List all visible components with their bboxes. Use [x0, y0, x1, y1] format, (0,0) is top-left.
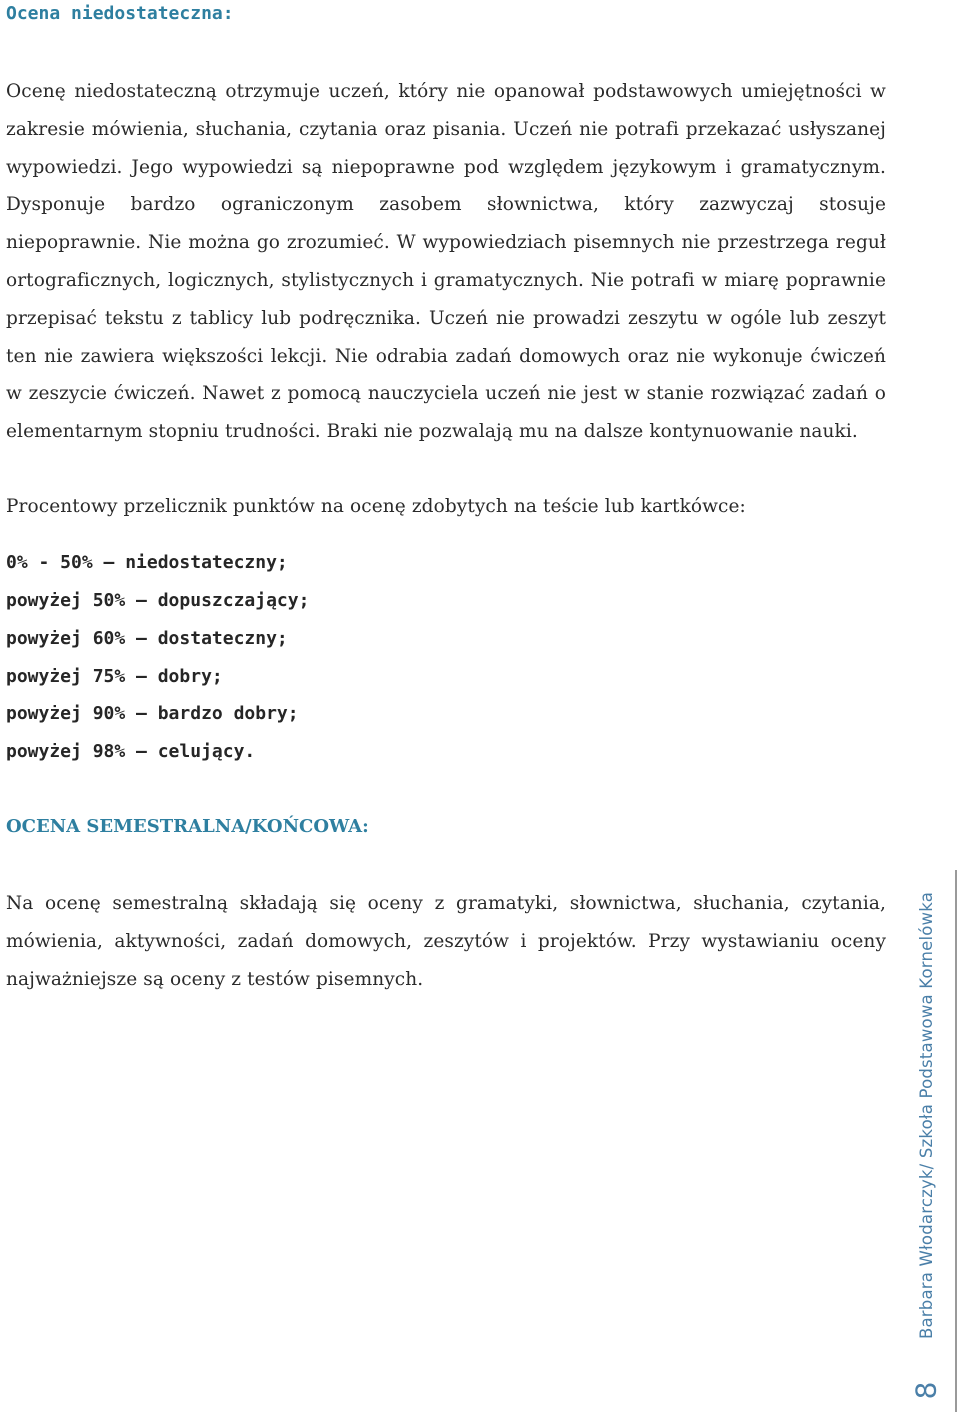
grading-scale-item: 0% - 50% – niedostateczny; [6, 552, 288, 574]
footer-author-text: Barbara Włodarczyk/ Szkoła Podstawowa Kornelówka [917, 891, 937, 1339]
page-number [905, 1368, 947, 1412]
semester-grade-description: Na ocenę semestralną składają się oceny z gramatyki, słownictwa, słuchania, czytania, mówienia, aktywności, zadań domowych, zeszytów i projektów. Przy wystawianiu oceny najważniejsze są oceny z testów pisemnych. [6, 893, 886, 990]
grading-scale-item: powyżej 50% – dopuszczający; [6, 590, 310, 612]
side-footer [893, 870, 959, 1412]
grading-scale-item: powyżej 75% – dobry; [6, 665, 223, 687]
section-heading-insufficient: Ocena niedostateczna: [6, 3, 234, 24]
grading-scale-list [6, 544, 886, 771]
section-heading-semester: OCENA SEMESTRALNA/KOŃCOWA: [6, 816, 369, 838]
grading-scale-item: powyżej 90% – bardzo dobry; [6, 703, 299, 725]
grading-scale-item: powyżej 98% – celujący. [6, 741, 256, 763]
insufficient-grade-description: Ocenę niedostateczną otrzymuje uczeń, który nie opanował podstawowych umiejętności w zakresie mówienia, słuchania, czytania oraz pisania. Uczeń nie potrafi przekazać usłyszanej wypowiedzi. Jego wypowiedzi są niepoprawne pod względem językowym i gramatycznym. Dysponuje bardzo ograniczonym zasobem słownictwa, który zazwyczaj stosuje niepoprawnie. Nie można go zrozumieć. W wypowiedziach pisemnych nie przestrzega reguł ortograficznych, logicznych, stylistycznych i gramatycznych. Nie potrafi w miarę poprawnie przepisać tekstu z tablicy lub podręcznika. Uczeń nie prowadzi zeszytu w ogóle lub zeszyt ten nie zawiera większości lekcji. Nie odrabia zadań domowych oraz nie wykonuje ćwiczeń w zeszycie ćwiczeń. Nawet z pomocą nauczyciela uczeń nie jest w stanie rozwiązać zadań o elementarnym stopniu trudności. Braki nie pozwalają mu na dalsze kontynuowanie nauki. [6, 81, 886, 443]
page-number-text: 8 [909, 1381, 943, 1399]
grading-scale-item: powyżej 60% – dostateczny; [6, 627, 288, 649]
footer-divider [955, 870, 957, 1412]
document-content [6, 0, 886, 998]
grading-scale-intro: Procentowy przelicznik punktów na ocenę zdobytych na teście lub kartkówce: [6, 495, 746, 517]
footer-author [913, 870, 941, 1360]
